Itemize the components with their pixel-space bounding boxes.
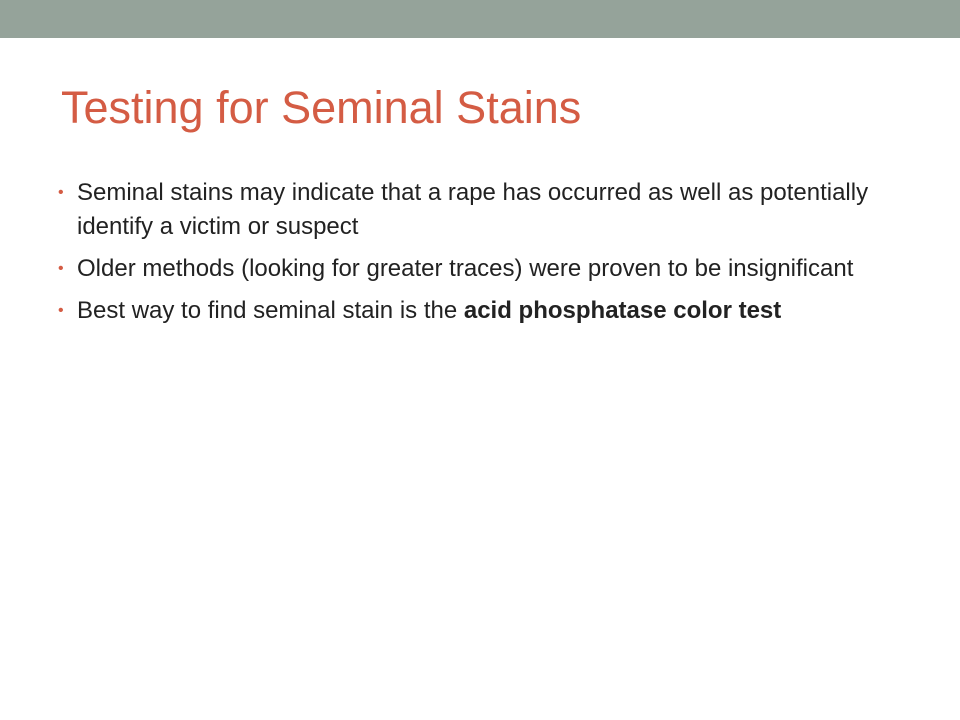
bullet-text-bold: acid phosphatase color test (463, 297, 782, 324)
slide-title: Testing for Seminal Stains (61, 82, 582, 133)
bullet-text-regular: Older methods (looking for greater traces) were proven to be insignificant (77, 255, 854, 282)
bullet-text (77, 255, 853, 282)
bullet-item (58, 176, 898, 244)
top-accent-bar (0, 0, 960, 38)
bullet-text (77, 297, 781, 324)
bullet-item (58, 294, 898, 328)
bullet-text-regular: Seminal stains may indicate that a rape has occurred as well as potentially identify a victim or suspect (77, 179, 869, 240)
bullet-icon: • (58, 260, 64, 277)
bullet-item (58, 252, 898, 286)
bullet-text (77, 179, 868, 240)
bullet-list (58, 176, 898, 336)
bullet-text-regular: Best way to find seminal stain is the (77, 297, 464, 324)
bullet-icon: • (58, 184, 64, 201)
bullet-icon: • (58, 302, 64, 319)
